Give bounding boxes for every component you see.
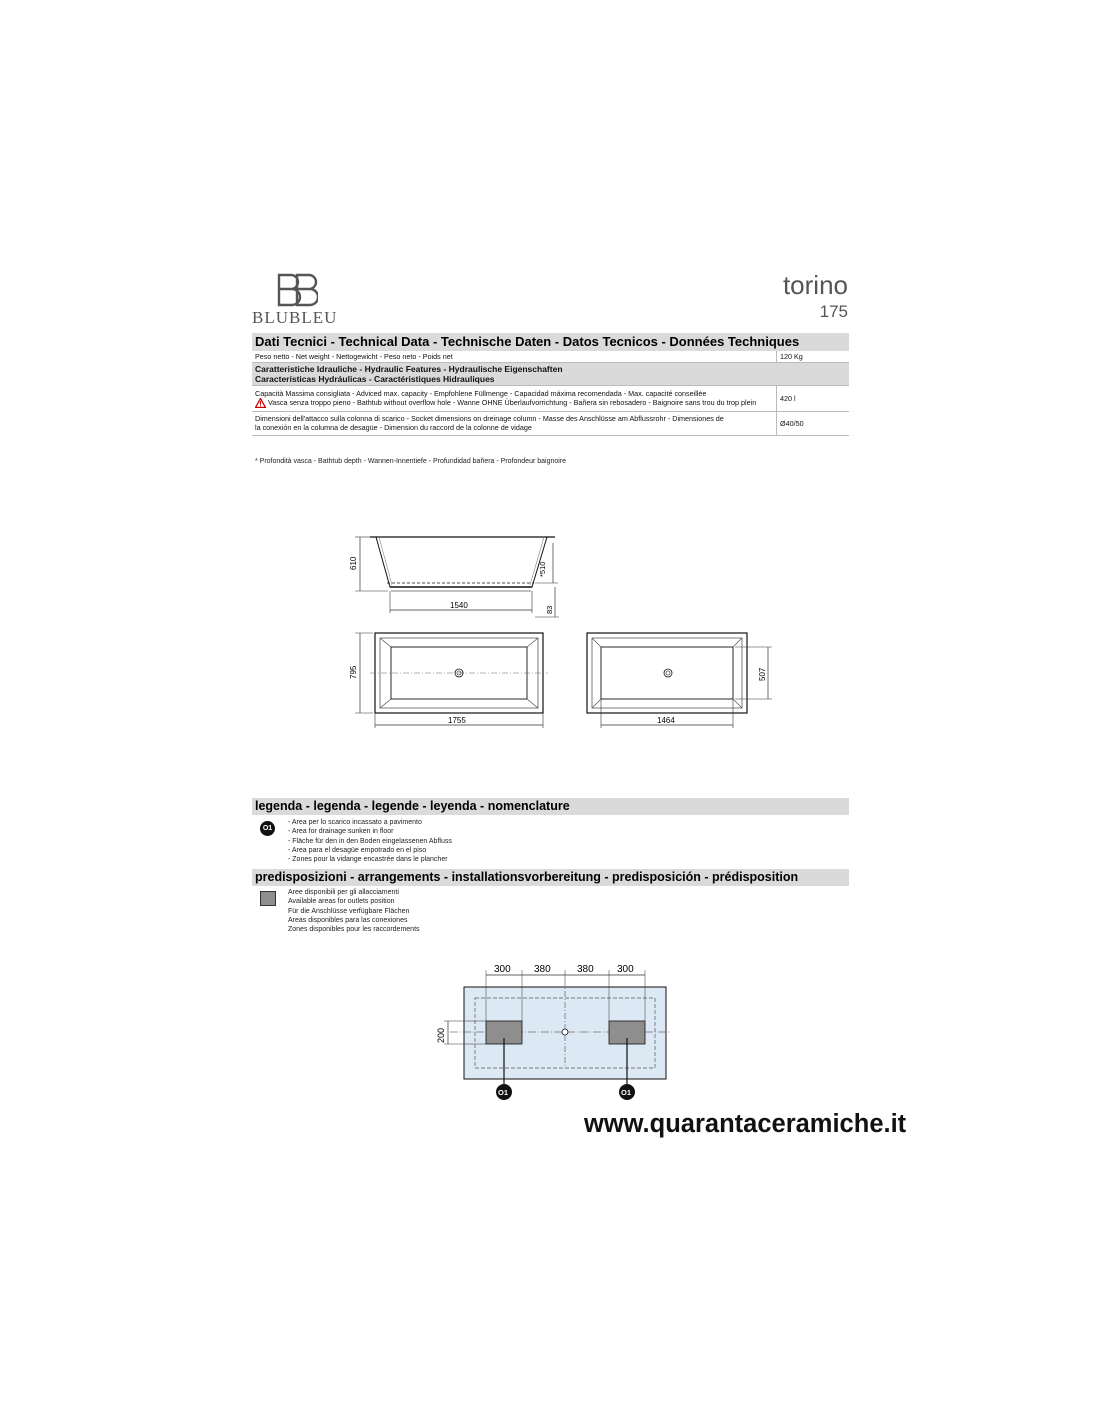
inner-view-drawing [580, 625, 780, 730]
technical-data-table [252, 351, 849, 436]
side-view-drawing [340, 525, 580, 620]
top-width-label: 1755 [448, 716, 466, 725]
table-row [252, 351, 849, 363]
legend-line: - Area per lo scarico incassato a pavimento [288, 819, 422, 826]
spec-label-secondary: Características Hydráulicas - Caractéristiques Hidrauliques [255, 374, 495, 384]
arrangements-text [288, 888, 420, 934]
spec-label: Capacità Massima consigliata - Adviced max. capacity - Empfohlene Füllmenge - Capacidad máxima recomendada - Max. capacité conseillée [255, 389, 707, 398]
spec-label: Peso netto - Net weight - Nettogewicht - Peso neto - Poids net [252, 351, 777, 363]
arrangement-line: Für die Anschlüsse verfügbare Flächen [288, 907, 410, 915]
model-size: 175 [819, 302, 848, 321]
inner-height-label: 507 [758, 667, 767, 681]
arrangement-line: Available areas for outlets position [288, 898, 395, 906]
spec-label-secondary: Vasca senza troppo pieno - Bathtub without overflow hole - Wanne OHNE Überlaufvorrichtung - Bañera sin rebosadero - Baignoire sans trou du trop plein [268, 398, 757, 407]
table-row [252, 412, 849, 436]
table-row [252, 363, 849, 386]
side-depth-label: *510 [538, 561, 547, 577]
spec-label: Dimensioni dell'attacco sulla colonna di scarico - Socket dimensions on dreinage column - Masse des Anschlüsse am Abflussrohr - Dimensiones de [255, 414, 724, 424]
arrangement-line: Zones disponibles pour les raccordements [288, 926, 420, 934]
legend-line: - Fläche für den in den Boden eingelassenen Abfluss [288, 837, 452, 845]
arrangement-line: Aree disponibili per gli allacciamenti [288, 889, 399, 896]
legend-line: - Zones pour la vidange encastrée dans le plancher [288, 856, 448, 864]
arrangements-title: predisposizioni - arrangements - installationsvorbereitung - predisposición - prédisposition [252, 869, 849, 886]
legend-line: - Area for drainage sunken in floor [288, 828, 394, 836]
floor-dim-label: 380 [577, 964, 594, 975]
floor-dim-label: 300 [617, 964, 634, 975]
floor-dim-label: 380 [534, 964, 551, 975]
drain-marker-icon: O1 [260, 821, 275, 836]
spec-label: Caratteristiche Idrauliche - Hydraulic Features - Hydraulische Eigenschaften [255, 364, 563, 374]
floor-height-label: 200 [436, 1027, 446, 1043]
depth-footnote: * Profondità vasca - Bathtub depth - Wannen-Innentiefe - Profundidad bañera - Profondeur baignoire [255, 458, 567, 465]
brand-name: BLUBLEU [252, 308, 338, 327]
top-height-label: 795 [349, 665, 358, 679]
arrangement-line: Areas disponibles para las conexiones [288, 916, 408, 924]
technical-data-title: Dati Tecnici - Technical Data - Technische Daten - Datos Tecnicos - Données Techniques [252, 333, 849, 351]
legend-line: - Area para el desagüe empotrado en el piso [288, 846, 427, 854]
floor-dim-label: 300 [494, 964, 511, 975]
spec-value: 420 l [777, 386, 850, 412]
floor-plan-drawing [430, 958, 680, 1103]
side-bottom-label: 83 [545, 605, 554, 614]
legend-text [288, 818, 452, 864]
table-row [252, 386, 849, 412]
side-width-label: 1540 [450, 601, 468, 610]
available-area-swatch [260, 891, 276, 906]
warning-icon [255, 398, 266, 408]
model-name: torino [782, 270, 848, 300]
side-height-label: 610 [349, 556, 358, 570]
website-url: www.quarantaceramiche.it [584, 1110, 907, 1138]
top-view-drawing [340, 625, 550, 730]
spec-label-secondary: la conexión en la columna de desagüe - Dimension du raccord de la colonne de vidage [255, 423, 532, 433]
drain-marker-label: O1 [621, 1088, 632, 1097]
spec-value: 120 Kg [777, 351, 850, 363]
drain-marker-label: O1 [498, 1088, 509, 1097]
inner-width-label: 1464 [657, 716, 675, 725]
spec-section-header [252, 363, 849, 386]
legend-title: legenda - legenda - legende - leyenda - nomenclature [252, 798, 849, 815]
spec-value: Ø40/50 [777, 412, 850, 436]
brand-logo-icon [276, 273, 318, 307]
